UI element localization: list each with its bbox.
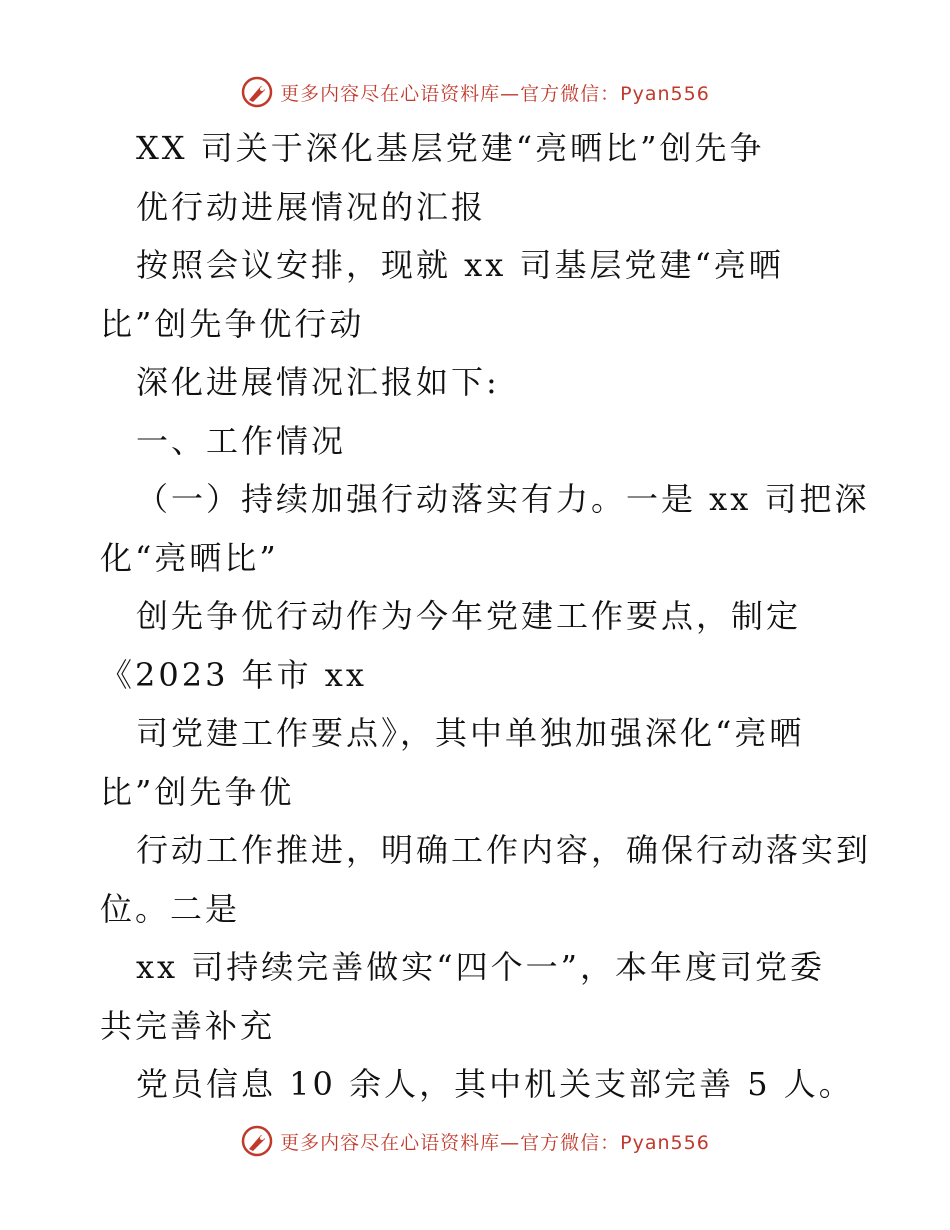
- paragraph-line: 位。二是: [100, 889, 241, 928]
- paragraph-line: XX 司关于深化基层党建“亮晒比”创先争: [136, 129, 765, 167]
- paragraph-line: 优行动进展情况的汇报: [136, 187, 487, 226]
- watermark-banner-bottom: [0, 1121, 950, 1161]
- paragraph-line: 深化进展情况汇报如下:: [136, 363, 500, 401]
- paragraph-line: （一）持续加强行动落实有力。一是 xx 司把深: [136, 480, 870, 518]
- paragraph-line: 按照会议安排，现就 xx 司基层党建“亮晒: [136, 246, 784, 284]
- paragraph-line: 比”创先争优行动: [100, 304, 365, 343]
- paragraph-line: xx 司持续完善做实“四个一”，本年度司党委: [136, 948, 825, 986]
- paragraph-line: 司党建工作要点》，其中单独加强深化“亮晒: [136, 714, 805, 752]
- paragraph-line: 《2023 年市 xx: [100, 655, 367, 694]
- paragraph-line: 共完善补充: [100, 1006, 276, 1045]
- paragraph-line: 创先争优行动作为今年党建工作要点，制定: [136, 597, 802, 635]
- paragraph-line: 化“亮晒比”: [100, 538, 279, 577]
- pen-nib-logo-icon: [240, 75, 274, 109]
- paragraph-line: 比”创先争优: [100, 772, 295, 811]
- watermark-text: 更多内容尽在心语资料库—官方微信：Pyan556: [280, 1131, 710, 1154]
- document-body: [100, 119, 870, 1114]
- paragraph-line: 一、工作情况: [136, 421, 347, 460]
- watermark-text: 更多内容尽在心语资料库—官方微信：Pyan556: [280, 82, 710, 105]
- paragraph-line: 党员信息 10 余人，其中机关支部完善 5 人。: [136, 1065, 854, 1103]
- pen-nib-logo-icon: [240, 1124, 274, 1158]
- watermark-banner-top: [0, 72, 950, 112]
- paragraph-line: 行动工作推进，明确工作内容，确保行动落实到: [136, 831, 872, 869]
